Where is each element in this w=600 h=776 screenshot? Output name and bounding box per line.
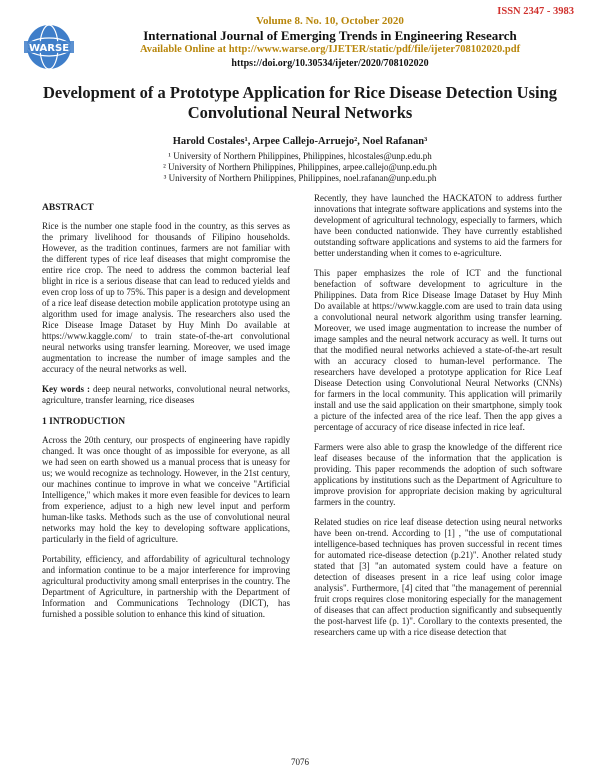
- left-column: [42, 203, 290, 620]
- logo-text: WARSE: [28, 43, 70, 54]
- keywords-label: Key words :: [42, 384, 91, 394]
- right-paragraph-1: Recently, they have launched the HACKATON to address further innovations that integrate software applications and systems into the development of agricultural technology, especially to farmers, which have been conducted nationwide. They have currently established outstanding software applications and systems to aid the farmers for better understanding when it comes to e-agriculture.: [314, 193, 562, 258]
- right-paragraph-3: Farmers were also able to grasp the knowledge of the different rice leaf diseases because of the information that the application is providing. This paper recommends the adoption of such software applications by institutions such as the Department of Agriculture to improve provision for appropriate decision making by agricultural farmers in the country.: [314, 442, 562, 507]
- affiliation-1: ¹ University of Northern Philippines, Philippines, hlcostales@unp.edu.ph: [168, 151, 432, 161]
- author-list: Harold Costales¹, Arpee Callejo-Arruejo², Noel Rafanan³: [172, 136, 428, 147]
- doi-link[interactable]: https://doi.org/10.30534/ijeter/2020/708102020: [231, 58, 429, 69]
- journal-logo: [18, 22, 80, 72]
- journal-title: International Journal of Emerging Trends in Engineering Research: [143, 28, 517, 43]
- keywords: [42, 384, 290, 406]
- available-online-link[interactable]: Available Online at http://www.warse.org/IJETER/static/pdf/file/ijeter708102020.pdf: [139, 44, 521, 55]
- page-number: 7076: [291, 757, 309, 767]
- volume-line: Volume 8. No. 10, October 2020: [256, 15, 404, 27]
- abstract-text: Rice is the number one staple food in the country, as this serves as the primary livelihood for thousands of Filipino households. However, as the tradition continues, farmers are not familiar with the different types of rice leaf diseases that might compromise the entire rice crop. The need to address the common bacterial leaf blight in rice is a serious disease that can lead to reduced yields and even crop loss of up to 75%. This paper is a design and development of a rice leaf disease detection mobile application prototype using an algorithm used for image analysis. The researchers also used the Rice Disease Image Dataset by Huy Minh Do available at https://www.kaggle.com/ to train state-of-the-art convolutional neural networks using transfer learning. Moreover, we used image augmentation to increase the number of image samples and the accuracy of the neural networks as well.: [42, 221, 290, 374]
- affiliation-3: ³ University of Northern Philippines, Philippines, noel.rafanan@unp.edu.ph: [163, 173, 437, 183]
- issn: ISSN 2347 - 3983: [497, 6, 574, 17]
- introduction-heading: 1 INTRODUCTION: [42, 417, 126, 427]
- right-paragraph-4: Related studies on rice leaf disease detection using neural networks have been on-trend. According to [1] , "the use of computational intelligence-based techniques has proven successful in recent times for automated rice-disease detection (p.21)". Another related study stated that [3] "an automated system could have a feature on detection of diseases present in a rice leaf using color image analysis". Furthermore, [4] cited that "the management of perennial fruit crops requires close monitoring especially for the management of diseases that can affect production significantly and subsequently the post-harvest life (p. 1)". Corollary to the contexts presented, the researchers came up with a rice disease detection that: [314, 517, 562, 637]
- right-paragraph-2: This paper emphasizes the role of ICT and the functional benefaction of software development to agriculture in the Philippines. Data from Rice Disease Image Dataset by Huy Minh Do available at https://www.kaggle.com are used to train data using a convolutional neural network algorithm using transfer learning. Moreover, we used image augmentation to increase the number of image samples and the neural network accuracy as well. It turns out that the modified neural networks achieved a state-of-the-art result with an accuracy closed to human-level performance. The researchers have developed a prototype application for Rice Leaf Disease Detection using Convolutional Neural Networks (CNNs) for farmers in the local community. This application will primarily install and use the said application on their smartphone, simply took a picture of the infected area of the rice leaf. Then the app gives a percentage of accuracy of rice disease infected in rice leaf.: [314, 268, 562, 432]
- intro-paragraph-1: Across the 20th century, our prospects of engineering have rapidly changed. It was once thought of as impossible for everyone, as all we had seen on earth showed us a manual process that is uneasy for us; we would recognize as technology. However, in the 21st century, our machines continue to improve in what we conceive "Artificial Intelligence," which makes it more even feasible for devices to learn from experience, adjust to a high new level input and perform human-like tasks. Methods such as the use of convolutional neural networks may hold the key to developing software applications, particularly in the field of agriculture.: [42, 435, 290, 544]
- intro-paragraph-2: Portability, efficiency, and affordability of agricultural technology and information continue to be a major interference for improving agricultural productivity among small enterprises in the country. The Department of Agriculture, in partnership with the Department of Information and Communications Technology (DICT), has furnished a possible solution to enhance this kind of situation.: [42, 554, 290, 619]
- abstract-heading: ABSTRACT: [42, 203, 94, 213]
- paper-title: Development of a Prototype Application for Rice Disease Detection Using Convolutional Neural Networks: [42, 83, 558, 122]
- affiliation-2: ² University of Northern Philippines, Philippines, arpee.callejo@unp.edu.ph: [163, 162, 437, 172]
- keywords-text: deep neural networks, convolutional neural networks, agriculture, transfer learning, rice diseases: [42, 384, 291, 405]
- right-column: [314, 193, 562, 638]
- globe-logo-icon: [18, 22, 80, 72]
